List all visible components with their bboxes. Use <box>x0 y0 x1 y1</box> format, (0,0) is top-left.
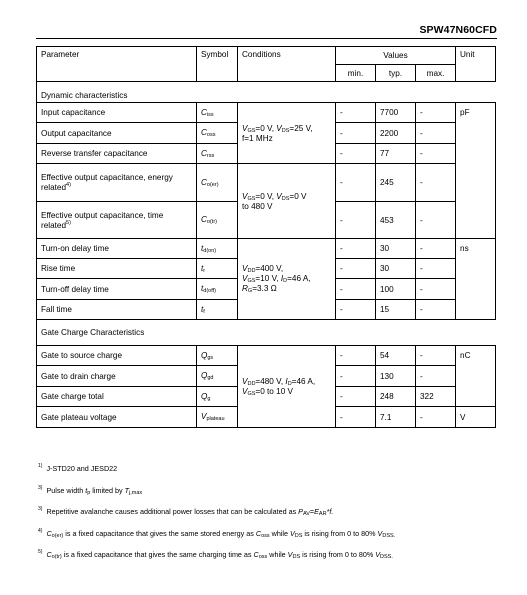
col-typ: typ. <box>376 65 416 82</box>
col-parameter: Parameter <box>37 47 197 82</box>
param-cell: Gate to drain charge <box>37 366 197 387</box>
unit-cell: pF <box>456 103 496 239</box>
col-conditions: Conditions <box>238 47 336 82</box>
symbol-cell: Qg <box>197 387 238 407</box>
part-number: SPW47N60CFD <box>419 24 497 36</box>
param-cell: Gate charge total <box>37 387 197 407</box>
typ-cell: 30 <box>376 239 416 259</box>
min-cell: - <box>336 300 376 320</box>
max-cell: - <box>416 259 456 279</box>
footnote-3: $^{3)}$ Repetitive avalanche causes additional power losses that can be calculated as PAV=EAR*f. <box>38 506 334 517</box>
conditions-capacitance: VGS=0 V, VDS=25 V, f=1 MHz <box>238 103 336 164</box>
typ-cell: 2200 <box>376 123 416 144</box>
param-cell: Gate plateau voltage <box>37 407 197 428</box>
typ-cell: 15 <box>376 300 416 320</box>
section-row <box>37 320 496 346</box>
col-max: max. <box>416 65 456 82</box>
typ-cell: 453 <box>376 202 416 239</box>
max-cell: 322 <box>416 387 456 407</box>
typ-cell: 77 <box>376 144 416 164</box>
max-cell: - <box>416 366 456 387</box>
min-cell: - <box>336 366 376 387</box>
footnote-4: $^{4)}$ Co(er) is a fixed capacitance that gives the same stored energy as Coss while VDS is rising from 0 to 80% VDSS. <box>38 528 396 539</box>
typ-cell: 100 <box>376 279 416 300</box>
param-cell: Turn-off delay time <box>37 279 197 300</box>
typ-cell: 54 <box>376 346 416 366</box>
param-cell: Effective output capacitance, energy related$^{4)}$ <box>37 164 197 202</box>
min-cell: - <box>336 346 376 366</box>
min-cell: - <box>336 202 376 239</box>
unit-cell: ns <box>456 239 496 320</box>
header-rule <box>36 38 497 39</box>
col-symbol: Symbol <box>197 47 238 82</box>
max-cell: - <box>416 202 456 239</box>
section-gate-charge: Gate Charge Characteristics <box>37 320 496 346</box>
min-cell: - <box>336 103 376 123</box>
symbol-cell: Ciss <box>197 103 238 123</box>
max-cell: - <box>416 164 456 202</box>
max-cell: - <box>416 279 456 300</box>
typ-cell: 245 <box>376 164 416 202</box>
param-cell: Effective output capacitance, time related$^{5)}$ <box>37 202 197 239</box>
max-cell: - <box>416 239 456 259</box>
table-row <box>37 103 496 123</box>
table-row <box>37 164 496 202</box>
col-min: min. <box>336 65 376 82</box>
conditions-switching: VDD=400 V, VGS=10 V, ID=46 A, RG=3.3 Ω <box>238 239 336 320</box>
param-cell: Turn-on delay time <box>37 239 197 259</box>
header-row <box>37 47 496 65</box>
conditions-effective: VGS=0 V, VDS=0 V to 480 V <box>238 164 336 239</box>
symbol-cell: Qgd <box>197 366 238 387</box>
min-cell: - <box>336 259 376 279</box>
min-cell: - <box>336 279 376 300</box>
symbol-cell: Qgs <box>197 346 238 366</box>
symbol-cell: Vplateau <box>197 407 238 428</box>
unit-cell: V <box>456 407 496 428</box>
max-cell: - <box>416 123 456 144</box>
param-cell: Gate to source charge <box>37 346 197 366</box>
section-row <box>37 82 496 103</box>
max-cell: - <box>416 407 456 428</box>
param-cell: Fall time <box>37 300 197 320</box>
param-cell: Input capacitance <box>37 103 197 123</box>
param-cell: Output capacitance <box>37 123 197 144</box>
symbol-cell: Co(er) <box>197 164 238 202</box>
col-unit: Unit <box>456 47 496 82</box>
footnote-5: $^{5)}$ Co(tr) is a fixed capacitance that gives the same charging time as Coss while VDS is rising from 0 to 80% VDSS. <box>38 549 393 560</box>
param-cell: Reverse transfer capacitance <box>37 144 197 164</box>
symbol-cell: Crss <box>197 144 238 164</box>
min-cell: - <box>336 387 376 407</box>
min-cell: - <box>336 407 376 428</box>
typ-cell: 7700 <box>376 103 416 123</box>
typ-cell: 248 <box>376 387 416 407</box>
min-cell: - <box>336 239 376 259</box>
symbol-cell: Co(tr) <box>197 202 238 239</box>
col-values: Values <box>336 47 456 65</box>
symbol-cell: tr <box>197 259 238 279</box>
characteristics-table <box>36 46 496 428</box>
max-cell: - <box>416 346 456 366</box>
symbol-cell: Coss <box>197 123 238 144</box>
unit-cell: nC <box>456 346 496 407</box>
max-cell: - <box>416 144 456 164</box>
symbol-cell: td(off) <box>197 279 238 300</box>
conditions-gate: VDD=480 V, ID=46 A, VGS=0 to 10 V <box>238 346 336 428</box>
footnote-2: $^{3)}$ Pulse width tp limited by Tj,max <box>38 485 143 496</box>
table-row <box>37 239 496 259</box>
min-cell: - <box>336 123 376 144</box>
max-cell: - <box>416 300 456 320</box>
param-cell: Rise time <box>37 259 197 279</box>
min-cell: - <box>336 144 376 164</box>
section-dynamic: Dynamic characteristics <box>37 82 496 103</box>
footnote-1: $^{1)}$ J-STD20 and JESD22 <box>38 463 118 473</box>
typ-cell: 7.1 <box>376 407 416 428</box>
max-cell: - <box>416 103 456 123</box>
min-cell: - <box>336 164 376 202</box>
typ-cell: 130 <box>376 366 416 387</box>
symbol-cell: td(on) <box>197 239 238 259</box>
symbol-cell: tf <box>197 300 238 320</box>
typ-cell: 30 <box>376 259 416 279</box>
table-row <box>37 346 496 366</box>
